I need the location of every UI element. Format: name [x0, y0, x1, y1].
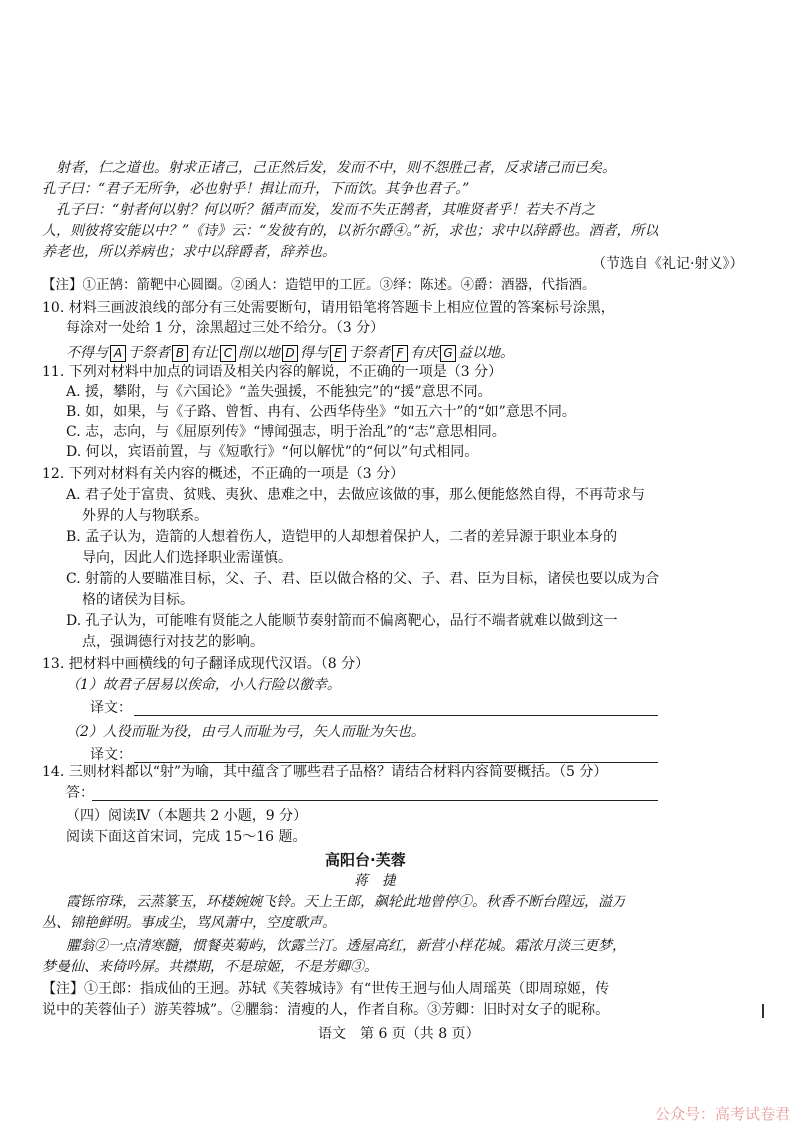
- poem-line: 丛、锦艳鲜明。事成尘，骂风萧中，空度歌声。: [42, 915, 336, 931]
- scan-mark: [762, 1004, 764, 1018]
- question-12-option-a[interactable]: A. 君子处于富贵、贫贱、夷狄、患难之中，去做应该做的事，那么便能悠然自得，不再苛求与: [66, 487, 646, 503]
- answer-line[interactable]: [92, 800, 658, 801]
- answer-box-c[interactable]: C: [220, 345, 236, 362]
- question-10-stem2: 每涂对一处给 1 分，涂黑超过三处不给分。（3 分）: [66, 320, 385, 336]
- question-10-sentence: 不得与 A 于祭者 B 有让 C 削以地 D 得与 E 于祭者 F 有庆 G 益以地。: [66, 345, 514, 361]
- question-14-answer-label: 答：: [66, 785, 94, 801]
- answer-box-f[interactable]: F: [392, 345, 408, 362]
- question-13-translation-label-1: 译文：: [90, 700, 132, 716]
- poem-line: 霞铄帘珠，云蒸篆玉，环楼婉婉飞铃。天上王郎，飙轮此地曾停①。秋香不断台隍远，溢万: [66, 894, 626, 910]
- passage-note: 【注】①正鹄：箭靶中心圆圈。②函人：造铠甲的工匠。③绎：陈述。④爵：酒器，代指酒。: [42, 277, 596, 293]
- question-12-option-d[interactable]: D. 孔子认为，可能唯有贤能之人能顺节奏射箭而不偏离靶心，品行不端者就难以做到这一: [66, 613, 618, 629]
- passage-line: 孔子曰：“君子无所争，必也射乎！揖让而升，下而饮。其争也君子。”: [42, 181, 470, 197]
- answer-box-d[interactable]: D: [282, 345, 298, 362]
- question-11-option-a[interactable]: A. 援，攀附，与《六国论》“盖失强援，不能独完”的“援”意思不同。: [66, 384, 492, 400]
- poem-note: 说中的芙蓉仙子）游芙蓉城”。②臞翁：清瘦的人，作者自称。③芳卿：旧时对女子的昵称。: [42, 1002, 610, 1018]
- poem-line: 梦曼仙、来倚吟屏。共襟期，不是琼姬，不是芳卿③。: [42, 959, 378, 975]
- poem-line: 臞翁②一点清寒髓，惯餐英菊屿，饮露兰汀。透屋高红，新营小样花城。霜浓月淡三更梦，: [66, 938, 626, 954]
- page-footer: 语文 第 6 页（共 8 页）: [318, 1026, 480, 1042]
- question-12-option-d-cont: 点，强调德行对技艺的影响。: [82, 634, 264, 650]
- answer-box-e[interactable]: E: [330, 345, 346, 362]
- question-13-translation-label-2: 译文：: [90, 747, 132, 763]
- passage-line: 射者，仁之道也。射求正诸己，己正然后发，发而不中，则不怨胜己者，反求诸己而已矣。: [56, 160, 616, 176]
- passage-line: 人，则彼将安能以中？”《诗》云：“发彼有的，以祈尔爵④。”祈，求也；求中以辞爵也。酒者，所以: [42, 223, 659, 239]
- watermark: 公众号：高考试卷君: [654, 1105, 790, 1123]
- passage-source: （节选自《礼记·射义》）: [592, 256, 744, 272]
- poem-note: 【注】①王郎：指成仙的王迥。苏轼《芙蓉城诗》有“世传王迥与仙人周瑶英（即周琼姬，传: [42, 981, 610, 997]
- question-10-stem: 10. 材料三画波浪线的部分有三处需要断句，请用铅笔将答题卡上相应位置的答案标号涂黑，: [42, 300, 615, 316]
- question-13-sentence-2: （2）人役而耻为役，由弓人而耻为弓，矢人而耻为矢也。: [66, 724, 425, 740]
- poem-author: 蒋 捷: [354, 873, 396, 889]
- question-12-option-c-cont: 格的诸侯为目标。: [82, 592, 194, 608]
- question-14-stem: 14. 三则材料都以“射”为喻，其中蕴含了哪些君子品格？请结合材料内容简要概括。（5 分）: [42, 764, 608, 780]
- answer-box-a[interactable]: A: [110, 345, 126, 362]
- passage-line: 养老也，所以养病也；求中以辞爵者，辞养也。: [42, 244, 336, 260]
- question-11-stem: 11. 下列对材料中加点的词语及相关内容的解说，不正确的一项是（3 分）: [42, 364, 503, 380]
- reading-4-intro: 阅读下面这首宋词，完成 15～16 题。: [66, 829, 307, 845]
- question-12-option-a-cont: 外界的人与物联系。: [82, 508, 208, 524]
- question-12-stem: 12. 下列对材料有关内容的概述，不正确的一项是（3 分）: [42, 466, 405, 482]
- question-13-sentence-1: （1）故君子居易以俟命，小人行险以徼幸。: [66, 677, 341, 693]
- question-11-option-d[interactable]: D. 何以，宾语前置，与《短歌行》“何以解忧”的“何以”句式相同。: [66, 444, 479, 460]
- question-12-option-b-cont: 导向，因此人们选择职业需谨慎。: [82, 550, 292, 566]
- answer-box-g[interactable]: G: [440, 345, 456, 362]
- poem-title: 高阳台·芙蓉: [325, 851, 406, 869]
- translation-line-1[interactable]: [134, 715, 658, 716]
- question-12-option-b[interactable]: B. 孟子认为，造箭的人想着伤人，造铠甲的人却想着保护人，二者的差异源于职业本身的: [66, 529, 618, 545]
- question-12-option-c[interactable]: C. 射箭的人要瞄准目标，父、子、君、臣以做合格的父、子、君、臣为目标，诸侯也要以成为合: [66, 571, 660, 587]
- answer-box-b[interactable]: B: [172, 345, 188, 362]
- question-11-option-c[interactable]: C. 志，志向，与《屈原列传》“博闻强志，明于治乱”的“志”意思相同。: [66, 424, 506, 440]
- reading-4-header: （四）阅读Ⅳ（本题共 2 小题，9 分）: [66, 808, 308, 824]
- passage-line: 孔子曰：“射者何以射？何以听？循声而发，发而不失正鹄者，其唯贤者乎！若夫不肖之: [56, 202, 596, 218]
- question-13-stem: 13. 把材料中画横线的句子翻译成现代汉语。（8 分）: [42, 656, 370, 672]
- question-11-option-b[interactable]: B. 如，如果，与《子路、曾皙、冉有、公西华侍坐》“如五六十”的“如”意思不同。: [66, 404, 576, 420]
